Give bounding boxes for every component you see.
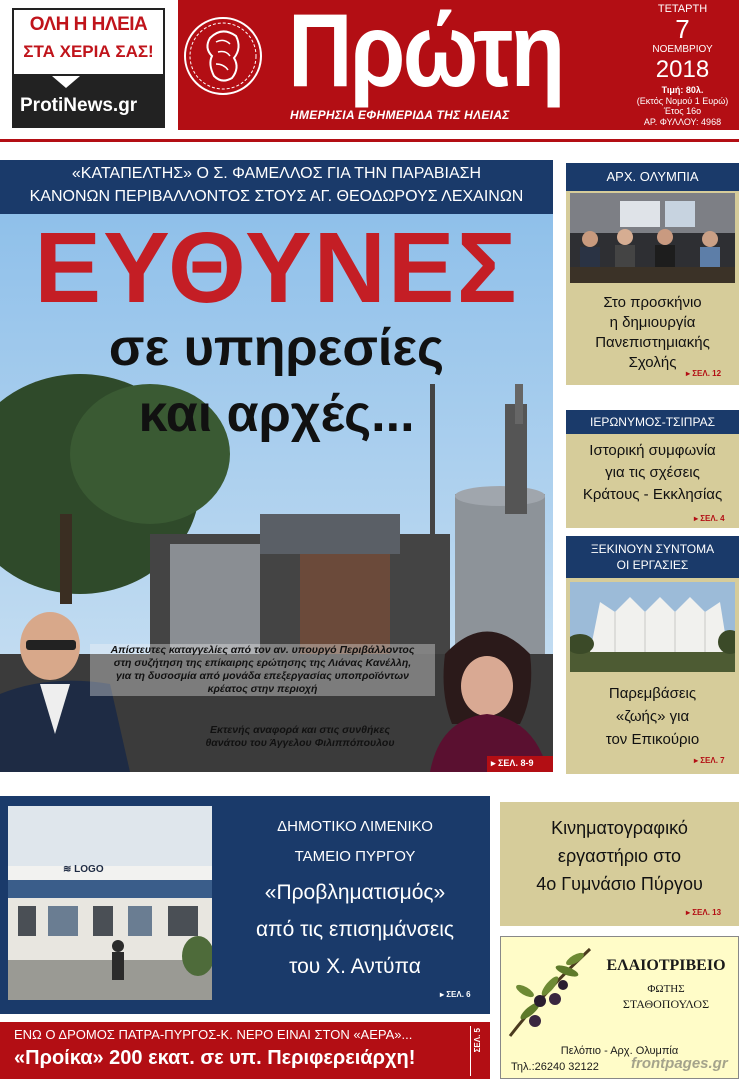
- side-2-kicker: ΙΕΡΩΝΥΜΟΣ-ΤΣΙΠΡΑΣ: [566, 410, 739, 434]
- header-rule: [0, 139, 739, 142]
- cinema-story[interactable]: [500, 802, 739, 926]
- promo-line-1: ΟΛΗ Η ΗΛΕΙΑ: [29, 14, 148, 35]
- volume: Έτος 16ο: [663, 106, 702, 116]
- lead-caption-2-line-1: Εκτενής αναφορά και στις συνθήκες: [210, 724, 390, 736]
- date-box: [626, 0, 739, 130]
- lead-photo[interactable]: [0, 214, 553, 772]
- side-2-line-1: Ιστορική συμφωνία: [589, 442, 716, 459]
- promo-slogan-box: [12, 8, 165, 76]
- date-number: 7: [675, 14, 690, 44]
- ad-location: Πελόπιο - Αρχ. Ολυμπία: [560, 1045, 679, 1057]
- ad-name-line-2: ΣΤΑΘΟΠΟΥΛΟΣ: [622, 997, 710, 1011]
- promo-site[interactable]: ProtiNews.gr: [20, 95, 138, 116]
- masthead-subtitle: ΗΜΕΡΗΣΙΑ ΕΦΗΜΕΡΙΔΑ ΤΗΣ ΗΛΕΙΑΣ: [290, 108, 510, 122]
- speech-bubble-tail: [52, 76, 80, 88]
- side-3-line-3: τον Επικούριο: [605, 731, 700, 748]
- lead-caption-2: [180, 724, 420, 750]
- port-building-photo: [8, 806, 212, 1000]
- lead-caption-1-line-2: στη συζήτηση της επίκαιρης ερώτησης της Λιάνας Κανέλλη,: [113, 657, 412, 669]
- side-1-page-ref[interactable]: ▸ ΣΕΛ. 12: [686, 369, 722, 378]
- lead-caption-2-line-2: θανάτου του Άγγελου Φιλιππόπουλου: [205, 737, 395, 749]
- side-1-line-4: Σχολής: [628, 354, 677, 371]
- port-page-ref[interactable]: ▸ ΣΕΛ. 6: [440, 990, 471, 999]
- lead-kicker-line-1: «ΚΑΤΑΠΕΛΤΗΣ» Ο Σ. ΦΑΜΕΛΛΟΣ ΓΙΑ ΤΗΝ ΠΑΡΑΒΙΑΣΗ: [71, 165, 482, 182]
- lead-caption-1-line-4: κρέατος στην περιοχή: [207, 683, 318, 695]
- promo-line-2: ΣΤΑ ΧΕΡΙΑ ΣΑΣ!: [23, 42, 154, 61]
- side-story-1[interactable]: [566, 191, 739, 385]
- ad-name-line-1: ΦΩΤΗΣ: [647, 983, 685, 995]
- side-3-kicker-line-2: ΟΙ ΕΡΓΑΣΙΕΣ: [616, 558, 689, 572]
- bottom-story[interactable]: [0, 1022, 490, 1079]
- issue-number: ΑΡ. ΦΥΛΛΟΥ: 4968: [643, 117, 722, 127]
- meeting-photo: [570, 193, 735, 283]
- side-1-line-3: Πανεπιστημιακής: [595, 334, 710, 351]
- cinema-line-1: Κινηματογραφικό: [551, 818, 688, 838]
- port-line-3: του Χ. Αντύπα: [289, 955, 421, 978]
- olive-mill-ad[interactable]: [500, 936, 739, 1079]
- side-2-line-2: για τις σχέσεις: [605, 464, 700, 481]
- port-kicker: [220, 812, 490, 872]
- price: Τιμή: 80λ.: [661, 85, 704, 95]
- price-note: (Εκτός Νομού 1 Ευρώ): [636, 96, 729, 106]
- bottom-page-ref[interactable]: [470, 1026, 488, 1076]
- side-3-kicker-line-1: ΞΕΚΙΝΟΥΝ ΣΥΝΤΟΜΑ: [590, 542, 715, 556]
- side-3-page-ref-label: ΣΕΛ. 7: [700, 756, 725, 765]
- cinema-line-2: εργαστήριο στο: [557, 846, 682, 866]
- port-kicker-line-2: ΤΑΜΕΙΟ ΠΥΡΓΟΥ: [294, 848, 416, 865]
- side-3-headline: [566, 682, 739, 751]
- port-headline: [220, 874, 490, 985]
- lead-caption-1: [90, 644, 435, 696]
- port-story[interactable]: [0, 796, 490, 1014]
- side-1-kicker: ΑΡΧ. ΟΛΥΜΠΙΑ: [566, 163, 739, 191]
- side-story-3[interactable]: [566, 578, 739, 774]
- olive-branch-icon: [505, 941, 595, 1041]
- port-kicker-line-1: ΔΗΜΟΤΙΚΟ ΛΙΜΕΝΙΚΟ: [277, 818, 433, 835]
- port-line-2: από τις επισημάνσεις: [255, 918, 455, 941]
- port-page-ref-label: ΣΕΛ. 6: [446, 990, 471, 999]
- side-1-headline: [566, 293, 739, 373]
- side-3-line-1: Παρεμβάσεις: [608, 685, 697, 702]
- cinema-line-3: 4ο Γυμνάσιο Πύργου: [536, 874, 703, 894]
- side-2-headline: [566, 440, 739, 506]
- lead-page-ref-label: ΣΕΛ. 8-9: [498, 758, 534, 768]
- title-banner: [178, 0, 626, 130]
- temple-photo: [570, 582, 735, 672]
- lead-headline: ΕΥΘΥΝΕΣ: [34, 214, 519, 324]
- date-year: 2018: [655, 56, 710, 83]
- side-1-line-2: η δημιουργία: [609, 314, 696, 331]
- side-1-page-ref-label: ΣΕΛ. 12: [692, 369, 722, 378]
- side-2-line-3: Κράτους - Εκκλησίας: [582, 486, 723, 503]
- cinema-page-ref[interactable]: ▸ ΣΕΛ. 13: [686, 908, 722, 917]
- port-line-1: «Προβληματισμός»: [264, 881, 446, 904]
- ad-title: ΕΛΑΙΟΤΡΙΒΕΙΟ: [606, 957, 726, 974]
- date-month: ΝΟΕΜΒΡΙΟΥ: [652, 44, 713, 55]
- ad-phone[interactable]: Τηλ.:26240 32122: [511, 1061, 599, 1073]
- lead-page-ref[interactable]: ▸ ΣΕΛ. 8-9: [487, 756, 553, 772]
- side-2-page-ref[interactable]: ▸ ΣΕΛ. 4: [694, 514, 725, 523]
- lead-kicker-line-2: ΚΑΝΟΝΩΝ ΠΕΡΙΒΑΛΛΟΝΤΟΣ ΣΤΟΥΣ ΑΓ. ΘΕΟΔΩΡΟΥΣ ΛΕΧΑΙΝΩΝ: [29, 188, 524, 205]
- side-3-kicker: [566, 536, 739, 578]
- lead-subheadline-1: σε υπηρεσίες: [108, 319, 445, 377]
- lead-subheadline-2: και αρχές...: [138, 385, 415, 443]
- lead-kicker-bar: [0, 160, 553, 214]
- bottom-kicker: ΕΝΩ Ο ΔΡΟΜΟΣ ΠΑΤΡΑ-ΠΥΡΓΟΣ-Κ. ΝΕΡΟ ΕΙΝΑΙ ΣΤΟΝ «ΑΕΡΑ»...: [14, 1027, 413, 1042]
- svg-text:≋ LOGO: ≋ LOGO: [63, 864, 104, 875]
- date-day: ΤΕΤΑΡΤΗ: [657, 3, 708, 15]
- watermark: frontpages.gr: [631, 1055, 728, 1072]
- lead-caption-1-line-3: για τη δυσοσμία από μονάδα επεξεργασίας υποπροϊόντων: [116, 670, 409, 682]
- side-2-page-ref-label: ΣΕΛ. 4: [700, 514, 725, 523]
- lead-caption-1-line-1: Απίστευτες καταγγελίες από τον αν. υπουργό Περιβάλλοντος: [110, 644, 415, 656]
- coin-logo-icon: [182, 8, 264, 104]
- cinema-page-ref-label: ΣΕΛ. 13: [692, 908, 722, 917]
- bottom-headline: «Προίκα» 200 εκατ. σε υπ. Περιφερειάρχη!: [14, 1047, 416, 1069]
- side-3-page-ref[interactable]: ▸ ΣΕΛ. 7: [694, 756, 725, 765]
- bottom-page-ref-label: ΣΕΛ. 5: [473, 1028, 482, 1053]
- cinema-headline: [500, 814, 739, 898]
- side-3-line-2: «ζωής» για: [615, 708, 690, 725]
- masthead-title: Πρώτη: [288, 0, 563, 109]
- side-1-line-1: Στο προσκήνιο: [603, 294, 702, 311]
- side-story-2[interactable]: [566, 434, 739, 528]
